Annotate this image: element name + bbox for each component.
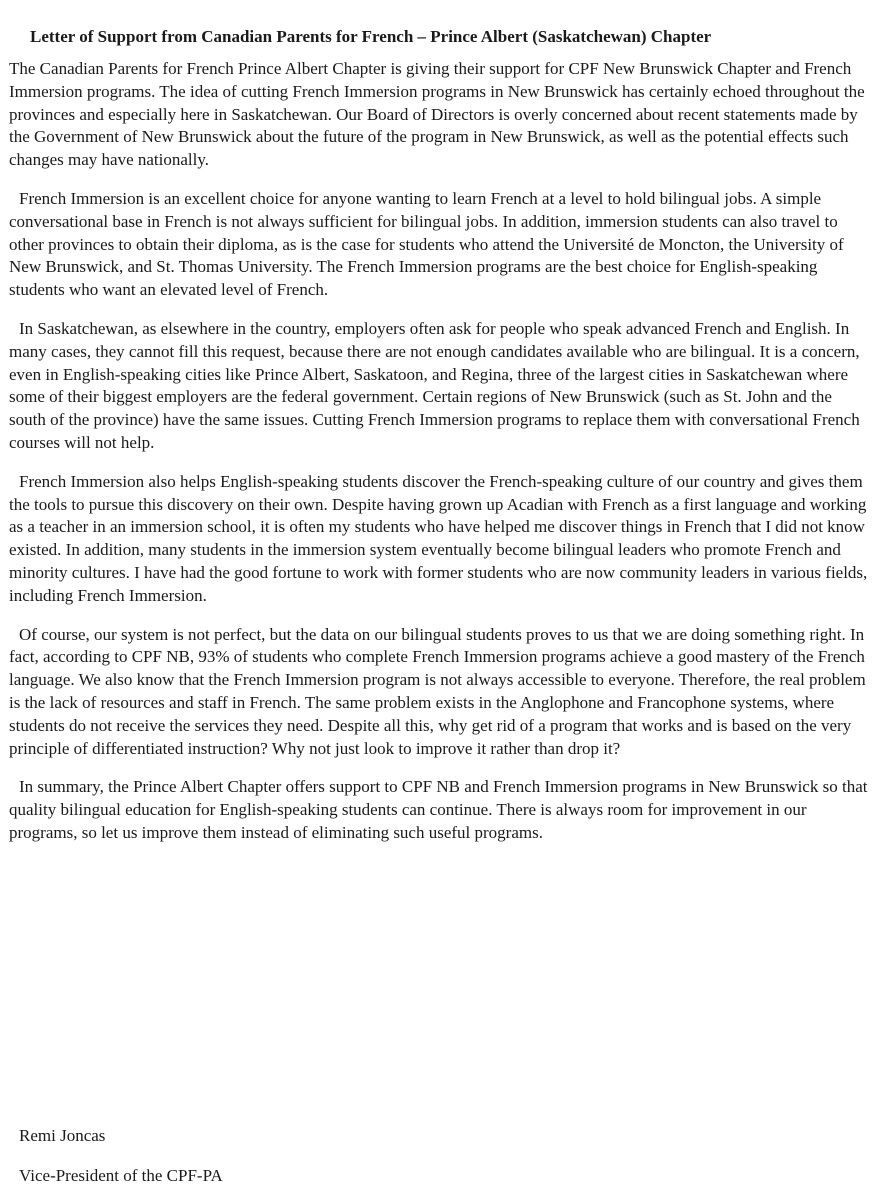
paragraph-intro: The Canadian Parents for French Prince Albert Chapter is giving their support for CPF New Brunswick Chapter and French Immersion programs. The idea of cutting French Immersion programs in New Brunswick has certainly echoed throughout the provinces and especially here in Saskatchewan. Our Board of Directors is overly concerned about recent statements made by the Government of New Brunswick about the future of the program in New Brunswick, as well as the potential effects such changes may have nationally. — [9, 59, 865, 170]
paragraph-saskatchewan-employers: In Saskatchewan, as elsewhere in the country, employers often ask for people who speak advanced French and English. In many cases, they cannot fill this request, because there are not enough candidates available who are bilingual. It is a concern, even in English-speaking cities like Prince Albert, Saskatoon, and Regina, three of the largest cities in Saskatchewan where some of their biggest employers are the federal government. Certain regions of New Brunswick (such as St. John and the south of the province) have the same issues. Cutting French Immersion programs to replace them with conversational French courses will not help. — [9, 318, 860, 452]
letter-title: Letter of Support from Canadian Parents for French – Prince Albert (Saskatchewan) Chapter — [30, 27, 712, 46]
signature-name: Remi Joncas — [19, 1126, 106, 1145]
paragraph-immersion-benefits: French Immersion is an excellent choice for anyone wanting to learn French at a level to hold bilingual jobs. A simple conversational base in French is not always sufficient for bilingual jobs. In addition, immersion students can also travel to other provinces to obtain their diploma, as is the case for students who attend the Université de Moncton, the University of New Brunswick, and St. Thomas University. The French Immersion programs are the best choice for English-speaking students who want an elevated level of French. — [9, 188, 844, 300]
paragraph-system-data: Of course, our system is not perfect, but the data on our bilingual students proves to us that we are doing something right. In fact, according to CPF NB, 93% of students who complete French Immersion programs achieve a good mastery of the French language. We also know that the French Immersion program is not always accessible to everyone. Therefore, the real problem is the lack of resources and staff in French. The same problem exists in the Anglophone and Francophone systems, where students do not receive the services they need. Despite all this, why get rid of a program that works and is based on the very principle of differentiated instruction? Why not just look to improve it rather than drop it? — [9, 624, 866, 758]
signature-title: Vice-President of the CPF-PA — [19, 1166, 223, 1185]
paragraph-summary: In summary, the Prince Albert Chapter offers support to CPF NB and French Immersion programs in New Brunswick so that quality bilingual education for English-speaking students can continue. There is always room for improvement in our programs, so let us improve them instead of eliminating such useful programs. — [9, 777, 868, 842]
paragraph-culture: French Immersion also helps English-speaking students discover the French-speaking culture of our country and gives them the tools to pursue this discovery on their own. Despite having grown up Acadian with French as a first language and working as a teacher in an immersion school, it is often my students who have helped me discover things in French that I did not know existed. In addition, many students in the immersion system eventually become bilingual leaders who promote French and minority cultures. I have had the good fortune to work with former students who are now community leaders in various fields, including French Immersion. — [9, 471, 868, 605]
